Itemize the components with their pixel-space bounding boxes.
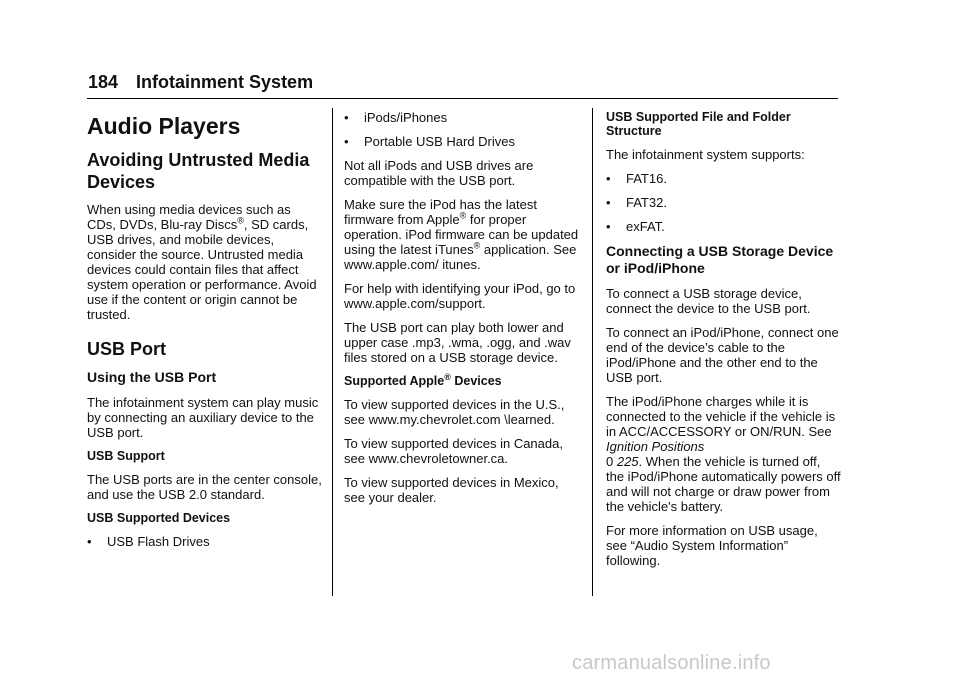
bullet-icon: • <box>87 534 92 549</box>
list-item <box>344 110 580 125</box>
paragraph-supports: The infotainment system supports: <box>606 147 805 162</box>
ignition-positions-link[interactable]: Ignition Positions <box>606 439 705 454</box>
list-item <box>606 195 842 210</box>
list-item-text: Portable USB Hard Drives <box>364 134 515 149</box>
heading-audio-players: Audio Players <box>87 113 241 139</box>
text-segment: Devices <box>450 374 502 388</box>
list-item-text: iPods/iPhones <box>364 110 448 125</box>
bullet-icon: • <box>344 134 349 149</box>
paragraph-help: For help with identifying your iPod, go to www.apple.com/support. <box>344 281 576 311</box>
list-item <box>606 171 842 186</box>
heading-file-folder-structure: USB Supported File and Folder Structure <box>606 110 791 138</box>
column-2 <box>344 110 580 514</box>
paragraph-canada-devices: To view supported devices in Canada, see www.chevroletowner.ca. <box>344 436 563 466</box>
paragraph-usb-support: The USB ports are in the center console, and use the USB 2.0 standard. <box>87 472 322 502</box>
heading-untrusted-media: Avoiding Untrusted Media Devices <box>87 150 310 192</box>
column-3 <box>606 110 842 577</box>
registered-mark: ® <box>444 371 451 382</box>
list-item-text: USB Flash Drives <box>107 534 210 549</box>
paragraph-using-usb: The infotainment system can play music by connecting an auxiliary device to the USB port. <box>87 395 319 440</box>
watermark: carmanualsonline.info <box>572 652 771 674</box>
registered-mark: ® <box>459 210 467 221</box>
paragraph-firmware <box>344 197 580 272</box>
paragraph-connect-usb: To connect a USB storage device, connect the device to the USB port. <box>606 286 811 316</box>
column-divider-1 <box>332 108 333 596</box>
heading-connecting-usb: Connecting a USB Storage Device or iPod/iPhone <box>606 243 834 276</box>
text-segment: for proper operation. iPod firmware can be updated using the latest iTunes <box>344 212 579 257</box>
registered-mark: ® <box>473 240 481 251</box>
header-rule <box>87 98 838 99</box>
heading-usb-support: USB Support <box>87 449 165 463</box>
text-segment: Supported Apple <box>344 374 445 388</box>
list-item-text: exFAT. <box>626 219 665 234</box>
paragraph-mexico-devices: To view supported devices in Mexico, see your dealer. <box>344 475 559 505</box>
heading-supported-apple <box>344 371 580 388</box>
bullet-icon: • <box>606 195 611 210</box>
text-segment: When using media devices such as CDs, DVDs, Blu-ray Discs <box>87 202 291 232</box>
paragraph-us-devices: To view supported devices in the U.S., see www.my.chevrolet.com \learned. <box>344 397 565 427</box>
text-segment: Make sure the iPod has the latest firmware from Apple <box>344 197 537 227</box>
page-number: 184 <box>88 72 119 92</box>
page-ref-icon: 0 <box>606 454 617 469</box>
column-divider-2 <box>592 108 593 596</box>
page-header <box>88 72 313 93</box>
column-1 <box>87 110 323 558</box>
heading-usb-supported-devices: USB Supported Devices <box>87 511 231 525</box>
bullet-icon: • <box>606 219 611 234</box>
paragraph-not-all: Not all iPods and USB drives are compatible with the USB port. <box>344 158 534 188</box>
bullet-icon: • <box>606 171 611 186</box>
registered-mark: ® <box>237 215 244 226</box>
paragraph-charging <box>606 394 842 514</box>
paragraph-connect-ipod: To connect an iPod/iPhone, connect one end of the device’s cable to the iPod/iPhone and the other end to the USB port. <box>606 325 839 385</box>
list-item-text: FAT32. <box>626 195 667 210</box>
list-item <box>344 134 580 149</box>
list-item-text: FAT16. <box>626 171 667 186</box>
page-ref-number[interactable]: 225 <box>616 454 639 469</box>
list-item <box>87 534 323 549</box>
heading-usb-port: USB Port <box>87 339 167 359</box>
text-segment: The iPod/iPhone charges while it is connected to the vehicle if the vehicle is in ACC/ACCESSORY or ON/RUN. See <box>606 394 836 439</box>
text-segment: . When the vehicle is turned off, the iPod/iPhone automatically powers off and will not charge or draw power from the vehicle's battery. <box>606 454 841 514</box>
paragraph-file-case: The USB port can play both lower and upper case .mp3, .wma, .ogg, and .wav files stored on a USB storage device. <box>344 320 571 365</box>
heading-using-usb-port: Using the USB Port <box>87 369 217 385</box>
bullet-icon: • <box>344 110 349 125</box>
paragraph-untrusted <box>87 202 323 322</box>
text-segment: application. See www.apple.com/ itunes. <box>344 242 577 272</box>
text-segment: , SD cards, USB drives, and mobile devices, consider the source. Untrusted media devices could contain files that affect system operation or performance. Avoid use if the content or origin cannot be trusted. <box>87 217 317 322</box>
list-item <box>606 219 842 234</box>
section-title: Infotainment System <box>136 72 314 92</box>
paragraph-more-info: For more information on USB usage, see “Audio System Information” following. <box>606 523 818 568</box>
